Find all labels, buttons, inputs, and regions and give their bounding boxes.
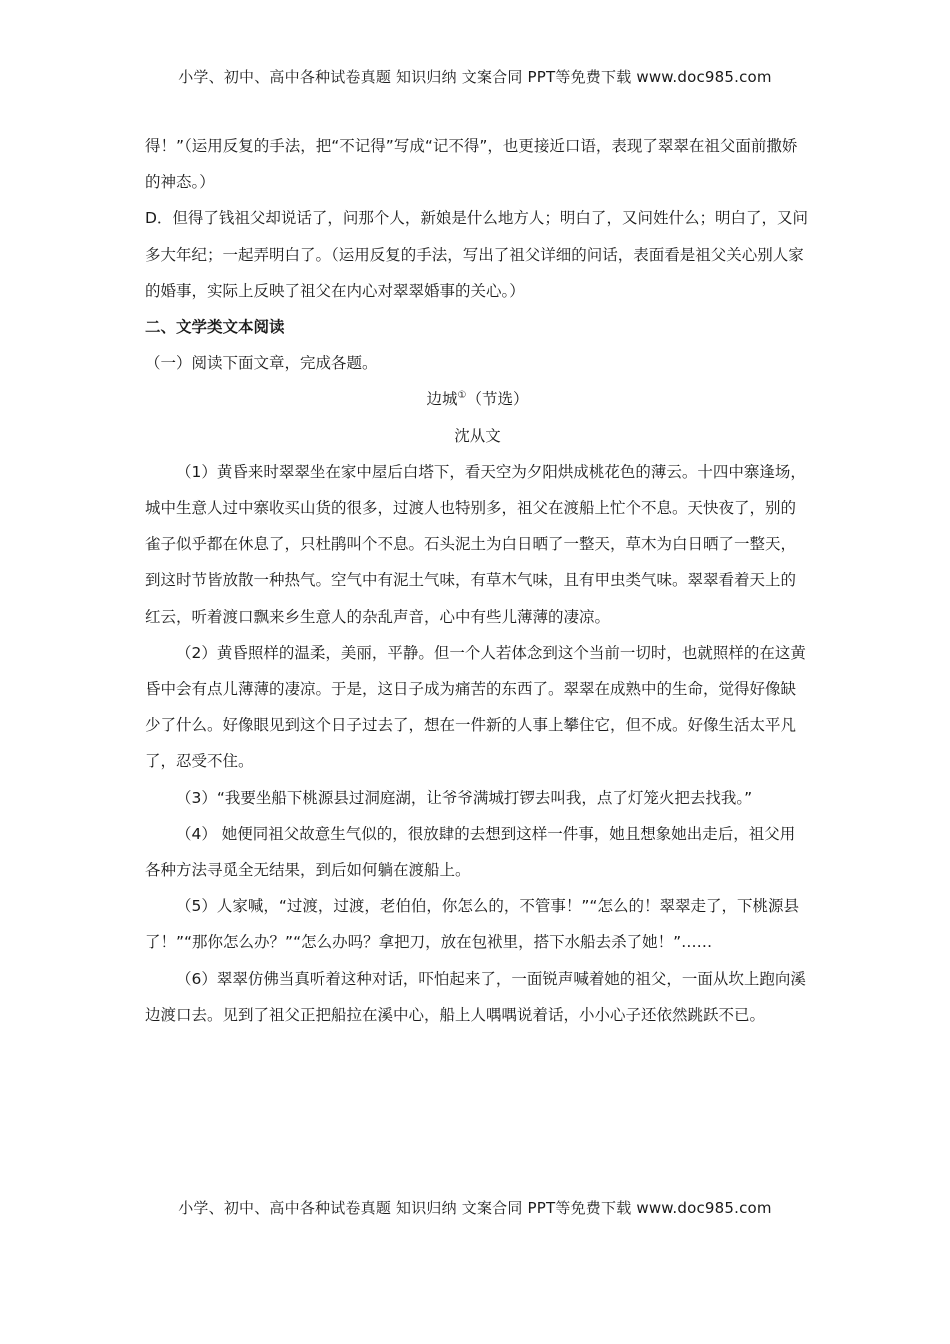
section-heading: 二、文学类文本阅读 [145, 318, 285, 337]
article-title-text: 边城 [426, 390, 458, 409]
article-title [145, 381, 810, 417]
article-paragraph-4: （4） 她便同祖父故意生气似的，很放肆的去想到这样一件事，她且想象她出走后，祖父用各种方法寻觅全无结果，到后如何躺在渡船上。 [145, 824, 796, 880]
article-paragraph-3: （3）“我要坐船下桃源县过洞庭湖，让爷爷满城打锣去叫我，点了灯笼火把去找我。” [176, 788, 753, 807]
page-content [145, 128, 810, 1033]
section-instruction: （一）阅读下面文章，完成各题。 [145, 354, 378, 373]
article-paragraph-1: （1）黄昏来时翠翠坐在家中屋后白塔下，看天空为夕阳烘成桃花色的薄云。十四中寨逢场，城中生意人过中寨收买山货的很多，过渡人也特别多，祖父在渡船上忙个不息。天快夜了，别的雀子似乎都在休息了，只杜鹃叫个不息。石头泥土为白日晒了一整天，草木为白日晒了一整天，到这时节皆放散一种热气。空气中有泥土气味，有草木气味，且有甲虫类气味。翠翠看着天上的红云，听着渡口飘来乡生意人的杂乱声音，心中有些儿薄薄的凄凉。 [145, 462, 806, 626]
article-paragraph-2: （2）黄昏照样的温柔，美丽，平静。但一个人若体念到这个当前一切时，也就照样的在这黄昏中会有点儿薄薄的凄凉。于是，这日子成为痛苦的东西了。翠翠在成熟中的生命，觉得好像缺少了什么。好像眼见到这个日子过去了，想在一件新的人事上攀住它，但不成。好像生活太平凡了，忍受不住。 [145, 643, 806, 771]
answer-c-tail: 得！”（运用反复的手法，把“不记得”写成“记不得”，也更接近口语，表现了翠翠在祖父面前撒娇的神态。） [145, 137, 798, 192]
article-title-suffix: （节选） [466, 390, 529, 409]
article-paragraph-5: （5）人家喊，“过渡，过渡，老伯伯，你怎么的，不管事！”“怎么的！翠翠走了，下桃源县了！”“那你怎么办？”“怎么办吗？拿把刀，放在包袱里，搭下水船去杀了她！”…… [145, 897, 799, 952]
header-banner: 小学、初中、高中各种试卷真题 知识归纳 文案合同 PPT等免费下载 www.doc985.com [178, 68, 772, 86]
article-author: 沈从文 [454, 426, 501, 445]
footer-banner: 小学、初中、高中各种试卷真题 知识归纳 文案合同 PPT等免费下载 www.doc985.com [178, 1199, 772, 1217]
answer-d: D．但得了钱祖父却说话了，问那个人，新娘是什么地方人；明白了，又问姓什么；明白了，又问多大年纪；一起弄明白了。（运用反复的手法，写出了祖父详细的问话，表面看是祖父关心别人家的婚事，实际上反映了祖父在内心对翠翠婚事的关心。） [145, 209, 808, 300]
article-paragraph-6: （6）翠翠仿佛当真听着这种对话，吓怕起来了，一面锐声喊着她的祖父，一面从坎上跑向溪边渡口去。见到了祖父正把船拉在溪中心，船上人喁喁说着话，小小心子还依然跳跃不已。 [145, 969, 806, 1024]
footnote-mark: ① [457, 390, 467, 402]
